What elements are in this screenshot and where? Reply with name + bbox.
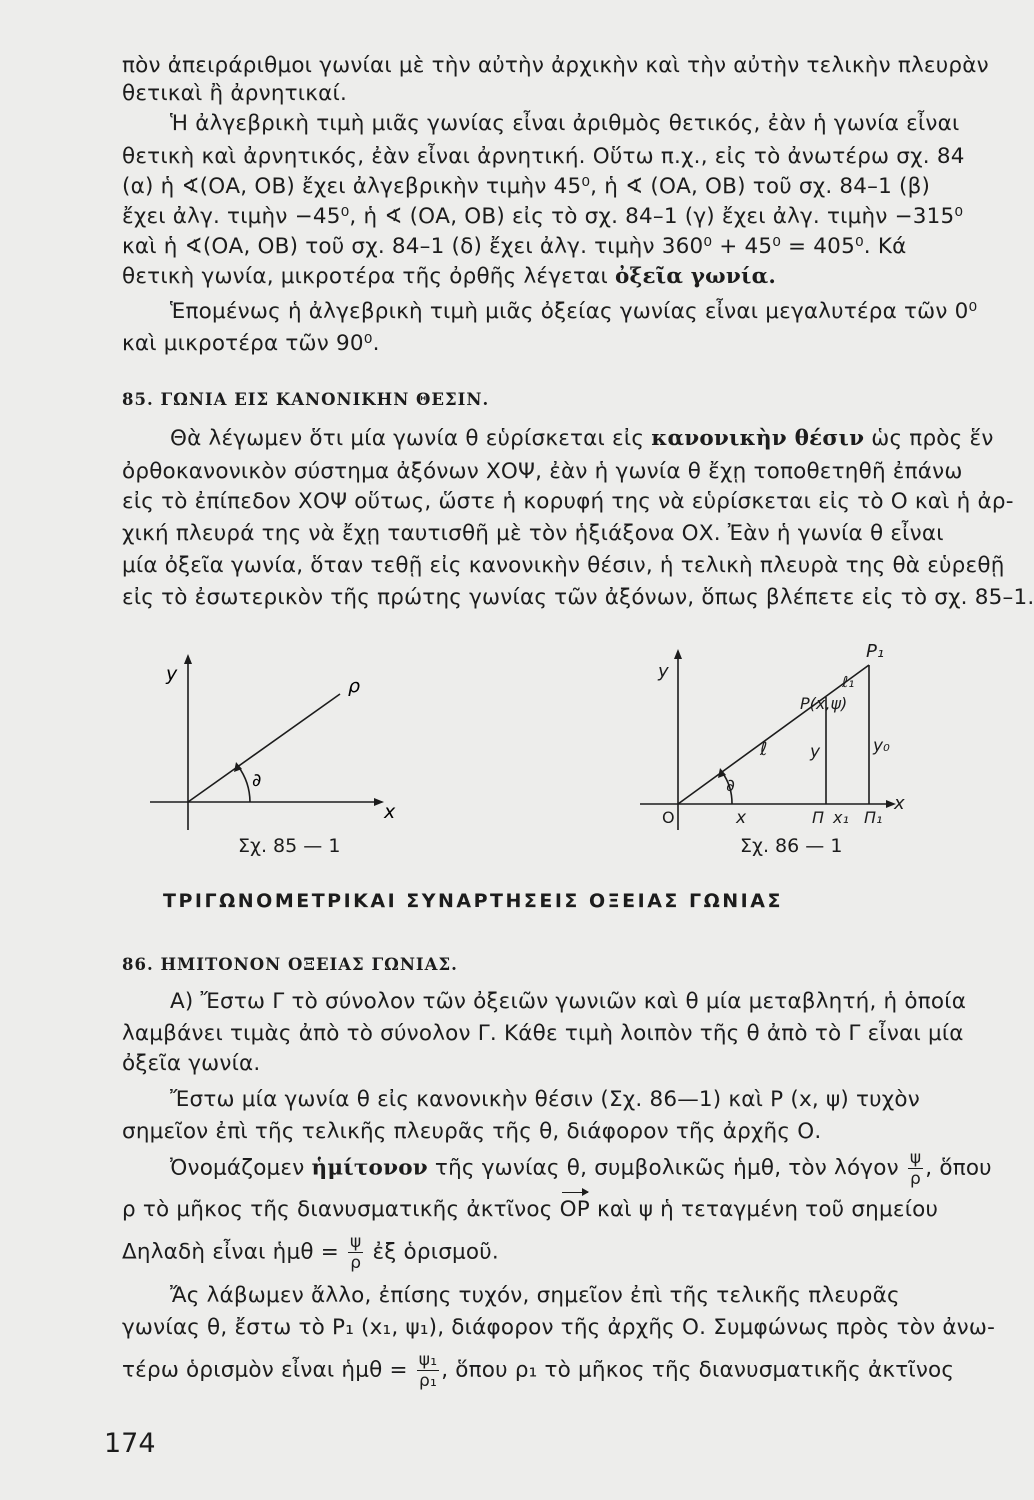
fraction: $\frac{\psi}{\rho}$: [350, 1232, 362, 1273]
text-line: Ἑπομένως ἡ ἀλγεβρικὴ τιμὴ μιᾶς ὀξείας γωνίας εἶναι μεγαλυτέρα τῶν 0⁰: [170, 299, 978, 324]
text-line: γωνίας θ, ἔστω τὸ Ρ₁ (x₁, ψ₁), διάφορον τῆς ἀρχῆς Ο. Συμφώνως πρὸς τὸν ἀνω-: [122, 1315, 996, 1340]
text-line: χική πλευρά της νὰ ἔχῃ ταυτισθῆ μὲ τὸν ἡξιάξονα ΟΧ. Ἐὰν ἡ γωνία θ εἶναι: [122, 521, 944, 546]
x-arrow: [374, 798, 384, 806]
text-line: [122, 1196, 938, 1224]
text-line: ἔχει ἀλγ. τιμὴν −45⁰, ἡ ∢ (ΟΑ, ΟΒ) εἰς τὸ σχ. 84–1 (γ) ἔχει ἀλγ. τιμὴν −315⁰: [122, 204, 964, 229]
acute-definition-line: [122, 263, 776, 291]
figure-85-1: [150, 650, 410, 830]
text-line: [170, 1148, 992, 1189]
label-rho1: ℓ₁: [842, 673, 855, 691]
text-line: καὶ μικροτέρα τῶν 90⁰.: [122, 331, 380, 356]
text-line: (α) ἡ ∢(ΟΑ, ΟΒ) ἔχει ἀλγεβρικὴν τιμὴν 45⁰, ἡ ∢ (ΟΑ, ΟΒ) τοῦ σχ. 84–1 (β): [122, 174, 931, 199]
section-heading: 86. ΗΜΙΤΟΝΟΝ ΟΞΕΙΑΣ ΓΩΝΙΑΣ.: [122, 955, 458, 974]
y-arrow: [184, 654, 192, 664]
label-p-point: P(x,ψ): [800, 694, 848, 713]
label-x1: x₁: [833, 808, 849, 827]
text-line: μία ὀξεῖα γωνία, ὅταν τεθῇ εἰς κανονικὴν θέσιν, ἡ τελικὴ πλευρὰ της θὰ εὑρεθῇ: [122, 553, 1005, 578]
text-line: Ἔστω μία γωνία θ εἰς κανονικὴν θέσιν (Σχ. 86—1) καὶ Ρ (x, ψ) τυχὸν: [170, 1087, 920, 1112]
chapter-title: ΤΡΙΓΩΝΟΜΕΤΡΙΚΑΙ ΣΥΝΑΡΤΗΣΕΙΣ ΟΞΕΙΑΣ ΓΩΝΙΑΣ: [163, 890, 783, 912]
label-x: x: [384, 801, 396, 823]
terminal-side: [678, 665, 869, 804]
text-fragment: Ὀνομάζομεν: [170, 1155, 305, 1181]
y-arrow: [674, 649, 682, 659]
term-bold: κανονικὴν θέσιν: [651, 426, 865, 451]
angle-arc: [238, 766, 250, 802]
label-theta: ∂: [252, 770, 262, 791]
text-line: θετικὴ καὶ ἀρνητικός, ἐὰν εἶναι ἀρνητική. Οὕτω π.χ., εἰς τὸ ἀνωτέρω σχ. 84: [122, 144, 965, 169]
text-line: ὀξεῖα γωνία.: [122, 1051, 261, 1076]
text-line: θετικαὶ ἢ ἀρνητικαί.: [122, 81, 348, 106]
label-ypsi: y: [810, 742, 821, 762]
figure-caption: Σχ. 85 — 1: [238, 835, 341, 857]
text-fragment: Δηλαδὴ εἶναι ἡμθ =: [122, 1239, 339, 1265]
text-line: [122, 1232, 499, 1273]
text-line: Ἡ ἀλγεβρικὴ τιμὴ μιᾶς γωνίας εἶναι ἀριθμὸς θετικός, ἐὰν ἡ γωνία εἶναι: [170, 111, 960, 136]
label-y: y: [166, 663, 178, 685]
label-p: ρ: [348, 675, 361, 697]
text-line: εἰς τὸ ἐπίπεδον ΧΟΨ οὕτως, ὥστε ἡ κορυφή της νὰ εὑρίσκεται εἰς τὸ Ο καὶ ἡ ἀρ-: [122, 489, 1014, 514]
label-x: x: [894, 793, 905, 814]
fraction: $\frac{\text{ψ₁}}{\text{ρ₁}}$: [418, 1350, 438, 1391]
text-line: [122, 1350, 954, 1391]
figure-86-1: [640, 635, 920, 835]
text-fragment: Θὰ λέγωμεν ὅτι μία γωνία θ εὑρίσκεται εἰς: [170, 426, 645, 451]
text-line: Ἄς λάβωμεν ἄλλο, ἐπίσης τυχόν, σημεῖον ἐπὶ τῆς τελικῆς πλευρᾶς: [170, 1283, 900, 1308]
text-fragment: ρ τὸ μῆκος τῆς διανυσματικῆς ἀκτῖνος: [122, 1197, 553, 1222]
text-line: ὀρθοκανονικὸν σύστημα ἀξόνων ΧΟΨ, ἐὰν ἡ γωνία θ ἔχῃ τοποθετηθῆ ἐπάνω: [122, 459, 963, 484]
terminal-side: [188, 694, 340, 802]
label-y: y: [658, 661, 669, 682]
section-heading: 85. ΓΩΝΙΑ ΕΙΣ ΚΑΝΟΝΙΚΗΝ ΘΕΣΙΝ.: [122, 390, 490, 409]
fraction: $\frac{\psi}{\rho}$: [909, 1148, 922, 1189]
label-p1: P₁: [866, 641, 885, 662]
text-fragment: ὡς πρὸς ἕν: [871, 426, 994, 451]
text-fragment: , ὅπου: [925, 1155, 992, 1181]
label-o: O: [662, 808, 675, 827]
text-fragment: θετικὴ γωνία, μικροτέρα τῆς ὀρθῆς λέγεται: [122, 264, 608, 289]
label-theta: ∂: [726, 776, 735, 796]
page-number: 174: [104, 1428, 156, 1459]
label-pi1: Π₁: [864, 808, 883, 827]
figure-caption: Σχ. 86 — 1: [740, 835, 843, 857]
text-fragment: καὶ ψ ἡ τεταγμένη τοῦ σημείου: [596, 1197, 939, 1222]
text-line: [170, 425, 994, 453]
text-fragment: τέρω ὁρισμὸν εἶναι ἡμθ =: [122, 1357, 408, 1383]
label-pi: Π: [812, 808, 825, 827]
label-x-coord: x: [736, 808, 747, 828]
text-line: καὶ ἡ ∢(ΟΑ, ΟΒ) τοῦ σχ. 84–1 (δ) ἔχει ἀλγ. τιμὴν 360⁰ + 45⁰ = 405⁰. Κά: [122, 234, 907, 259]
text-line: πὸν ἀπειράριθμοι γωνίαι μὲ τὴν αὐτὴν ἀρχικὴν καὶ τὴν αὐτὴν τελικὴν πλευρὰν: [122, 53, 989, 78]
text-fragment: ἐξ ὁρισμοῦ.: [372, 1239, 499, 1265]
vector-op: OP: [559, 1197, 590, 1222]
label-rho: ℓ: [760, 739, 768, 760]
text-fragment: , ὅπου ρ₁ τὸ μῆκος τῆς διανυσματικῆς ἀκτῖνος: [441, 1357, 955, 1383]
text-line: σημεῖον ἐπὶ τῆς τελικῆς πλευρᾶς τῆς θ, διάφορον τῆς ἀρχῆς Ο.: [122, 1119, 822, 1144]
text-fragment: τῆς γωνίας θ, συμβολικῶς ἡμθ, τὸν λόγον: [434, 1155, 899, 1181]
term-bold: ὀξεῖα γωνία.: [615, 264, 777, 289]
text-line: Α) Ἔστω Γ τὸ σύνολον τῶν ὀξειῶν γωνιῶν καὶ θ μία μεταβλητή, ἡ ὁποία: [170, 989, 967, 1014]
label-y0: y₀: [873, 736, 890, 756]
term-bold: ἡμίτονον: [311, 1155, 428, 1181]
text-line: λαμβάνει τιμὰς ἀπὸ τὸ σύνολον Γ. Κάθε τιμὴ λοιπὸν τῆς θ ἀπὸ τὸ Γ εἶναι μία: [122, 1021, 964, 1046]
text-line: εἰς τὸ ἐσωτερικὸν τῆς πρώτης γωνίας τῶν ἀξόνων, ὅπως βλέπετε εἰς τὸ σχ. 85–1.: [122, 585, 1034, 610]
